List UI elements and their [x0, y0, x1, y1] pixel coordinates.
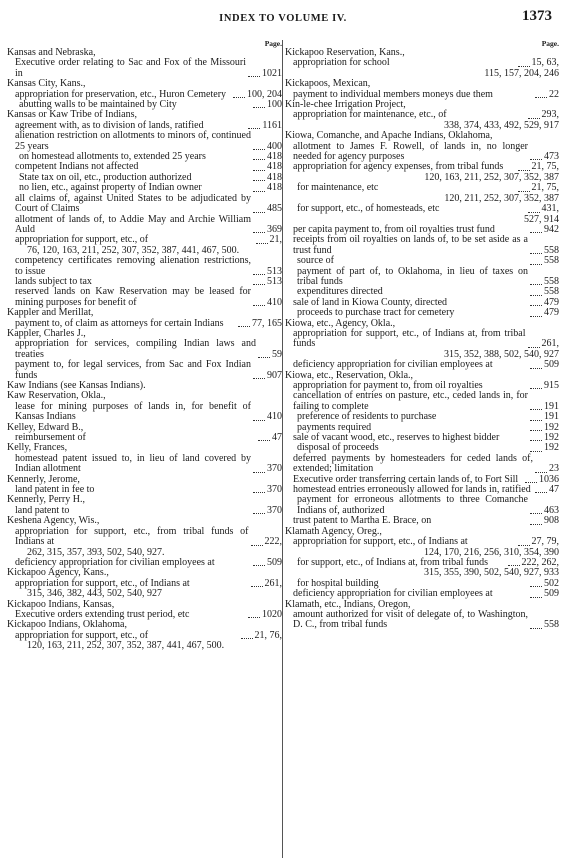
- entry-text: sale of vacant wood, etc., reserves to highest bidder: [293, 432, 500, 444]
- entry-text: per capita payment to, from oil royalties trust fund: [293, 223, 495, 235]
- entry-text: Kiowa, etc., Reservation, Okla.,: [285, 369, 414, 381]
- entry-text: sale of land in Kiowa County, directed: [293, 296, 448, 308]
- leader-dots: [251, 586, 263, 587]
- entry-text: preference of residents to purchase: [297, 411, 437, 423]
- leader-dots: [535, 97, 547, 98]
- entry-page-ref: 21,: [269, 234, 282, 246]
- entry-text: Kappler and Merillat,: [7, 307, 94, 319]
- index-entry: [7, 308, 282, 318]
- entry-page-ref: 77, 165: [252, 317, 282, 329]
- entry-text: Executive order relating to Sac and Fox of the Missouri in: [15, 57, 246, 79]
- leader-dots: [530, 597, 542, 598]
- entry-page-ref: 1036: [539, 473, 559, 485]
- index-entry: [7, 641, 282, 651]
- index-entry: [285, 142, 559, 163]
- entry-text: 262, 315, 357, 393, 502, 540, 927.: [27, 546, 165, 558]
- index-entry: [7, 339, 282, 360]
- leader-dots: [508, 565, 520, 566]
- entry-page-ref: 509: [544, 588, 559, 600]
- leader-dots: [530, 513, 542, 514]
- entry-text: appropriation for support, etc., of: [15, 234, 149, 246]
- entry-page-ref: 418: [267, 182, 282, 194]
- entry-text: reserved lands on Kaw Reservation may be leased for mining purposes for benefit of: [15, 286, 251, 308]
- leader-dots: [530, 430, 542, 431]
- leader-dots: [253, 212, 265, 213]
- leader-dots: [518, 170, 530, 171]
- index-entry: [7, 131, 282, 152]
- index-entry: [285, 589, 559, 599]
- entry-text: payment to individual members moneys due them: [293, 88, 493, 100]
- leader-dots: [518, 66, 530, 67]
- entry-text: Kickapoo Reservation, Kans.,: [285, 47, 405, 58]
- entry-text: Kaw Reservation, Okla.,: [7, 390, 106, 402]
- entry-text: appropriation for support, etc., of Indians at: [293, 536, 468, 548]
- entry-page-ref: 100, 204: [247, 88, 282, 100]
- entry-page-ref: 191: [544, 400, 559, 412]
- entry-text: trust patent to Martha E. Brace, on: [293, 515, 432, 527]
- entry-page-ref: 120, 211, 252, 307, 352, 387: [444, 192, 559, 204]
- entry-text: payment for erroneous allotments to three Comanche Indians of, authorized: [297, 494, 528, 516]
- page-column-label: Page.: [541, 39, 559, 48]
- leader-dots: [253, 180, 265, 181]
- entry-text: for maintenance, etc: [297, 182, 379, 194]
- entry-page-ref: 942: [544, 223, 559, 235]
- entry-page-ref: 338, 374, 433, 492, 529, 917: [444, 119, 559, 131]
- entry-text: for hospital building: [297, 577, 379, 589]
- index-entry: [285, 256, 559, 266]
- leader-dots: [528, 347, 540, 348]
- entry-page-ref: 369: [267, 223, 282, 235]
- index-entry: [285, 537, 559, 547]
- entry-text: payment to, of claim as attorneys for certain Indians: [15, 317, 224, 329]
- index-column-right: [285, 40, 559, 631]
- leader-dots: [530, 253, 542, 254]
- entry-page-ref: 191: [544, 411, 559, 423]
- entry-text: deficiency appropriation for civilian employees at: [15, 556, 215, 568]
- entry-page-ref: 47: [272, 432, 282, 444]
- entry-page-ref: 261,: [541, 338, 559, 350]
- leader-dots: [253, 170, 265, 171]
- entry-text: lands subject to tax: [15, 275, 92, 287]
- entry-page-ref: 1021: [262, 67, 282, 79]
- entry-text: on homestead allotments to, extended 25 years: [19, 151, 206, 163]
- leader-dots: [253, 159, 265, 160]
- entry-text: payment to, for legal services, from Sac and Fox Indian funds: [15, 359, 251, 381]
- leader-dots: [253, 107, 265, 108]
- entry-text: agreement with, as to division of lands, ratified: [15, 119, 204, 131]
- index-entry: [285, 267, 559, 288]
- entry-text: Kickapoo Agency, Kans.,: [7, 567, 109, 579]
- entry-text: homestead patent issued to, in lieu of land covered by Indian allotment: [15, 452, 251, 475]
- entry-page-ref: 473: [544, 151, 559, 163]
- entry-text: State tax on oil, etc., production authorized: [19, 171, 192, 183]
- entry-text: Kickapoo Indians, Oklahoma,: [7, 619, 127, 631]
- index-entry: [7, 287, 282, 308]
- entry-page-ref: 192: [544, 442, 559, 454]
- entry-text: Kelley, Edward B.,: [7, 421, 84, 433]
- entry-text: appropriation for services, compiling Indian laws and treaties: [15, 338, 256, 360]
- entry-text: reimbursement of: [15, 432, 86, 444]
- leader-dots: [258, 357, 270, 358]
- entry-text: allotment of lands of, to Addie May and Archie William Auld: [15, 213, 251, 235]
- entry-text: competent Indians not affected: [15, 161, 139, 173]
- entry-text: appropriation for school: [293, 57, 390, 69]
- leader-dots: [530, 451, 542, 452]
- index-entry: [285, 391, 559, 412]
- entry-text: Kickapoos, Mexican,: [285, 78, 371, 90]
- entry-page-ref: 22: [549, 88, 559, 100]
- entry-text: homestead entries erroneously allowed for lands in, ratified: [293, 484, 531, 496]
- leader-dots: [258, 440, 270, 441]
- entry-text: 120, 163, 211, 252, 307, 352, 387, 441, 467, 500.: [27, 640, 225, 652]
- entry-text: for support, etc., of Indians at, from tribal funds: [297, 556, 489, 568]
- entry-text: Keshena Agency, Wis.,: [7, 515, 100, 527]
- entry-text: Kappler, Charles J.,: [7, 327, 86, 339]
- index-entry: [285, 308, 559, 318]
- leader-dots: [253, 565, 265, 566]
- entry-page-ref: 59: [272, 348, 282, 360]
- entry-page-ref: 908: [544, 515, 559, 527]
- index-entry: [7, 589, 282, 599]
- entry-page-ref: 21, 75,: [531, 161, 559, 173]
- entry-page-ref: 120, 163, 211, 252, 307, 352, 387: [424, 171, 559, 183]
- entry-text: Kansas City, Kans.,: [7, 78, 86, 90]
- entry-page-ref: 124, 170, 216, 256, 310, 354, 390: [424, 546, 559, 558]
- entry-page-ref: 192: [544, 421, 559, 433]
- entry-text: Klamath, etc., Indians, Oregon,: [285, 598, 411, 610]
- entry-page-ref: 558: [544, 275, 559, 287]
- index-entry: [7, 360, 282, 381]
- entry-page-ref: 479: [544, 296, 559, 308]
- entry-page-ref: 27, 79,: [531, 536, 559, 548]
- entry-page-ref: 431,: [541, 203, 559, 215]
- leader-dots: [253, 191, 265, 192]
- leader-dots: [253, 305, 265, 306]
- entry-text: disposal of proceeds: [297, 442, 379, 454]
- entry-text: alienation restriction on allotments to minors of, continued 25 years: [15, 130, 251, 152]
- entry-page-ref: 222, 262,: [521, 556, 559, 568]
- entry-text: Kiowa, Comanche, and Apache Indians, Oklahoma,: [285, 130, 493, 142]
- entry-page-ref: 418: [267, 161, 282, 173]
- entry-page-ref: 410: [267, 296, 282, 308]
- entry-text: Kickapoo Indians, Kansas,: [7, 598, 115, 610]
- entry-page-ref: 1020: [262, 608, 282, 620]
- leader-dots: [253, 378, 265, 379]
- entry-page-ref: 485: [267, 203, 282, 215]
- entry-text: appropriation for support, etc., from tribal funds of Indians at: [15, 525, 249, 548]
- entry-page-ref: 479: [544, 307, 559, 319]
- entry-text: Kansas and Nebraska,: [7, 47, 96, 58]
- entry-text: Executive order transferring certain lands of, to Fort Sill: [293, 473, 519, 485]
- entry-page-ref: 418: [267, 171, 282, 183]
- entry-text: appropriation for maintenance, etc., of: [293, 109, 447, 121]
- entry-page-ref: 400: [267, 140, 282, 152]
- entry-page-ref: 502: [544, 577, 559, 589]
- index-entry: [7, 527, 282, 548]
- entry-text: payment of part of, to Oklahoma, in lieu of taxes on tribal funds: [297, 265, 528, 287]
- leader-dots: [530, 409, 542, 410]
- index-entries-left: [7, 48, 282, 652]
- leader-dots: [530, 159, 542, 160]
- leader-dots: [535, 492, 547, 493]
- leader-dots: [241, 638, 253, 639]
- leader-dots: [530, 305, 542, 306]
- leader-dots: [530, 586, 542, 587]
- entry-page-ref: 558: [544, 244, 559, 256]
- entry-page-ref: 915: [544, 380, 559, 391]
- leader-dots: [233, 97, 245, 98]
- entry-page-ref: 463: [544, 504, 559, 516]
- entry-text: land patent to: [15, 504, 70, 516]
- leader-dots: [518, 545, 530, 546]
- entry-page-ref: 370: [267, 504, 282, 516]
- index-entry: [7, 454, 282, 475]
- leader-dots: [253, 472, 265, 473]
- index-column-left: [7, 40, 282, 652]
- entry-text: expenditures directed: [297, 286, 383, 298]
- entry-page-ref: 558: [544, 255, 559, 267]
- leader-dots: [530, 284, 542, 285]
- entry-text: Kennerly, Jerome,: [7, 473, 80, 485]
- leader-dots: [525, 482, 537, 483]
- entry-text: 76, 120, 163, 211, 252, 307, 352, 387, 441, 467, 500.: [27, 244, 240, 256]
- leader-dots: [253, 149, 265, 150]
- entry-page-ref: 23: [549, 463, 559, 475]
- entry-text: all claims of, against United States to be adjudicated by Court of Claims: [15, 192, 251, 215]
- entry-text: lease for mining purposes of lands in, for benefit of Kansas Indians: [15, 400, 251, 423]
- entry-text: 315, 346, 382, 443, 502, 540, 927: [27, 588, 162, 600]
- entry-text: source of: [297, 255, 334, 267]
- leader-dots: [253, 284, 265, 285]
- entry-page-ref: 315, 355, 390, 502, 540, 927, 933: [424, 567, 559, 579]
- page-column-label: Page.: [264, 39, 282, 48]
- entry-text: cancellation of entries on pasture, etc., ceded lands in, for failing to complete: [293, 390, 528, 412]
- index-entry: [7, 215, 282, 236]
- leader-dots: [256, 243, 268, 244]
- entry-page-ref: 293,: [541, 109, 559, 121]
- leader-dots: [248, 617, 260, 618]
- entry-page-ref: 513: [267, 265, 282, 277]
- page-number: 1373: [522, 8, 552, 24]
- entry-text: appropriation for support, etc., of Indians at: [15, 577, 190, 589]
- entry-page-ref: 509: [544, 359, 559, 371]
- leader-dots: [528, 118, 540, 119]
- entry-text: appropriation for preservation, etc., Huron Cemetery: [15, 88, 227, 100]
- entry-text: allotment to James F. Rowell, of lands in, no longer needed for agency purposes: [293, 140, 528, 163]
- index-entry: [285, 610, 559, 631]
- entry-page-ref: 558: [544, 619, 559, 631]
- leader-dots: [530, 628, 542, 629]
- leader-dots: [530, 264, 542, 265]
- entry-page-ref: 100: [267, 99, 282, 111]
- entry-text: deficiency appropriation for civilian employees at: [293, 588, 493, 600]
- leader-dots: [253, 274, 265, 275]
- index-entries-right: [285, 48, 559, 631]
- entry-text: abutting walls to be maintained by City: [19, 99, 177, 111]
- entry-text: deficiency appropriation for civilian employees at: [293, 359, 493, 371]
- entry-page-ref: 192: [544, 432, 559, 444]
- leader-dots: [530, 388, 542, 389]
- entry-text: Kiowa, etc., Agency, Okla.,: [285, 317, 396, 329]
- entry-text: Executive orders extending trust period, etc: [15, 608, 190, 620]
- entry-page-ref: 222,: [264, 536, 282, 548]
- entry-text: Kansas or Kaw Tribe of Indians,: [7, 109, 137, 121]
- leader-dots: [528, 212, 540, 213]
- page-header: [0, 6, 566, 28]
- index-entry: [285, 204, 559, 214]
- entry-text: receipts from oil royalties on lands of, to be set aside as a trust fund: [293, 234, 528, 256]
- entry-text: payments required: [297, 421, 372, 433]
- index-entry: [7, 402, 282, 423]
- leader-dots: [253, 232, 265, 233]
- entry-text: appropriation for payment to, from oil royalties: [293, 380, 483, 391]
- entry-text: competency certificates removing alienation restrictions, to issue: [15, 255, 251, 277]
- entry-text: appropriation for support, etc., of: [15, 629, 149, 641]
- entry-text: appropriation for agency expenses, from tribal funds: [293, 161, 504, 173]
- index-entry: [285, 235, 559, 256]
- leader-dots: [248, 76, 260, 77]
- entry-text: amount authorized for visit of delegate of, to Washington, D. C., from tribal funds: [293, 608, 528, 631]
- entry-text: Kennerly, Perry H.,: [7, 494, 85, 506]
- leader-dots: [253, 420, 265, 421]
- entry-page-ref: 21, 76,: [254, 629, 282, 641]
- entry-text: land patent in fee to: [15, 484, 95, 496]
- leader-dots: [248, 128, 260, 129]
- entry-text: Kin-le-chee Irrigation Project,: [285, 99, 406, 111]
- entry-text: proceeds to purchase tract for cemetery: [297, 307, 455, 319]
- running-title: INDEX TO VOLUME IV.: [219, 13, 347, 24]
- leader-dots: [535, 472, 547, 473]
- index-entry: [285, 329, 559, 350]
- leader-dots: [253, 492, 265, 493]
- entry-page-ref: 261,: [264, 577, 282, 589]
- index-entry: [285, 454, 559, 475]
- leader-dots: [530, 316, 542, 317]
- entry-text: no lien, etc., against property of Indian owner: [19, 182, 202, 194]
- leader-dots: [530, 524, 542, 525]
- entry-page-ref: 21, 75,: [531, 182, 559, 194]
- entry-page-ref: 315, 352, 388, 502, 540, 927: [444, 348, 559, 360]
- entry-text: Kelly, Frances,: [7, 442, 68, 454]
- leader-dots: [238, 326, 250, 327]
- entry-text: deferred payments by homesteaders for ceded lands of, extended; limitation: [293, 452, 533, 475]
- entry-page-ref: 418: [267, 151, 282, 163]
- entry-page-ref: 370: [267, 484, 282, 496]
- leader-dots: [530, 368, 542, 369]
- leader-dots: [530, 440, 542, 441]
- index-entry: [7, 194, 282, 215]
- entry-page-ref: 558: [544, 286, 559, 298]
- entry-page-ref: 527, 914: [524, 213, 559, 225]
- entry-page-ref: 410: [267, 411, 282, 423]
- entry-page-ref: 907: [267, 369, 282, 381]
- leader-dots: [530, 295, 542, 296]
- entry-text: appropriation for support, etc., of Indians at, from tribal funds: [293, 327, 526, 350]
- entry-page-ref: 513: [267, 275, 282, 287]
- entry-page-ref: 509: [267, 556, 282, 568]
- entry-page-ref: 1161: [262, 119, 282, 131]
- leader-dots: [251, 545, 263, 546]
- entry-text: for support, etc., of homesteads, etc: [297, 203, 440, 215]
- entry-page-ref: 15, 63,: [531, 57, 559, 69]
- entry-page-ref: 47: [549, 484, 559, 496]
- entry-text: Klamath Agency, Oreg.,: [285, 525, 382, 537]
- index-entry: [7, 256, 282, 277]
- leader-dots: [253, 513, 265, 514]
- entry-page-ref: 115, 157, 204, 246: [484, 67, 559, 79]
- entry-page-ref: 370: [267, 463, 282, 475]
- index-entry: [7, 58, 282, 79]
- entry-text: Kaw Indians (see Kansas Indians).: [7, 380, 146, 391]
- leader-dots: [530, 232, 542, 233]
- leader-dots: [518, 191, 530, 192]
- column-divider: [282, 40, 283, 858]
- index-entry: [285, 495, 559, 516]
- leader-dots: [530, 420, 542, 421]
